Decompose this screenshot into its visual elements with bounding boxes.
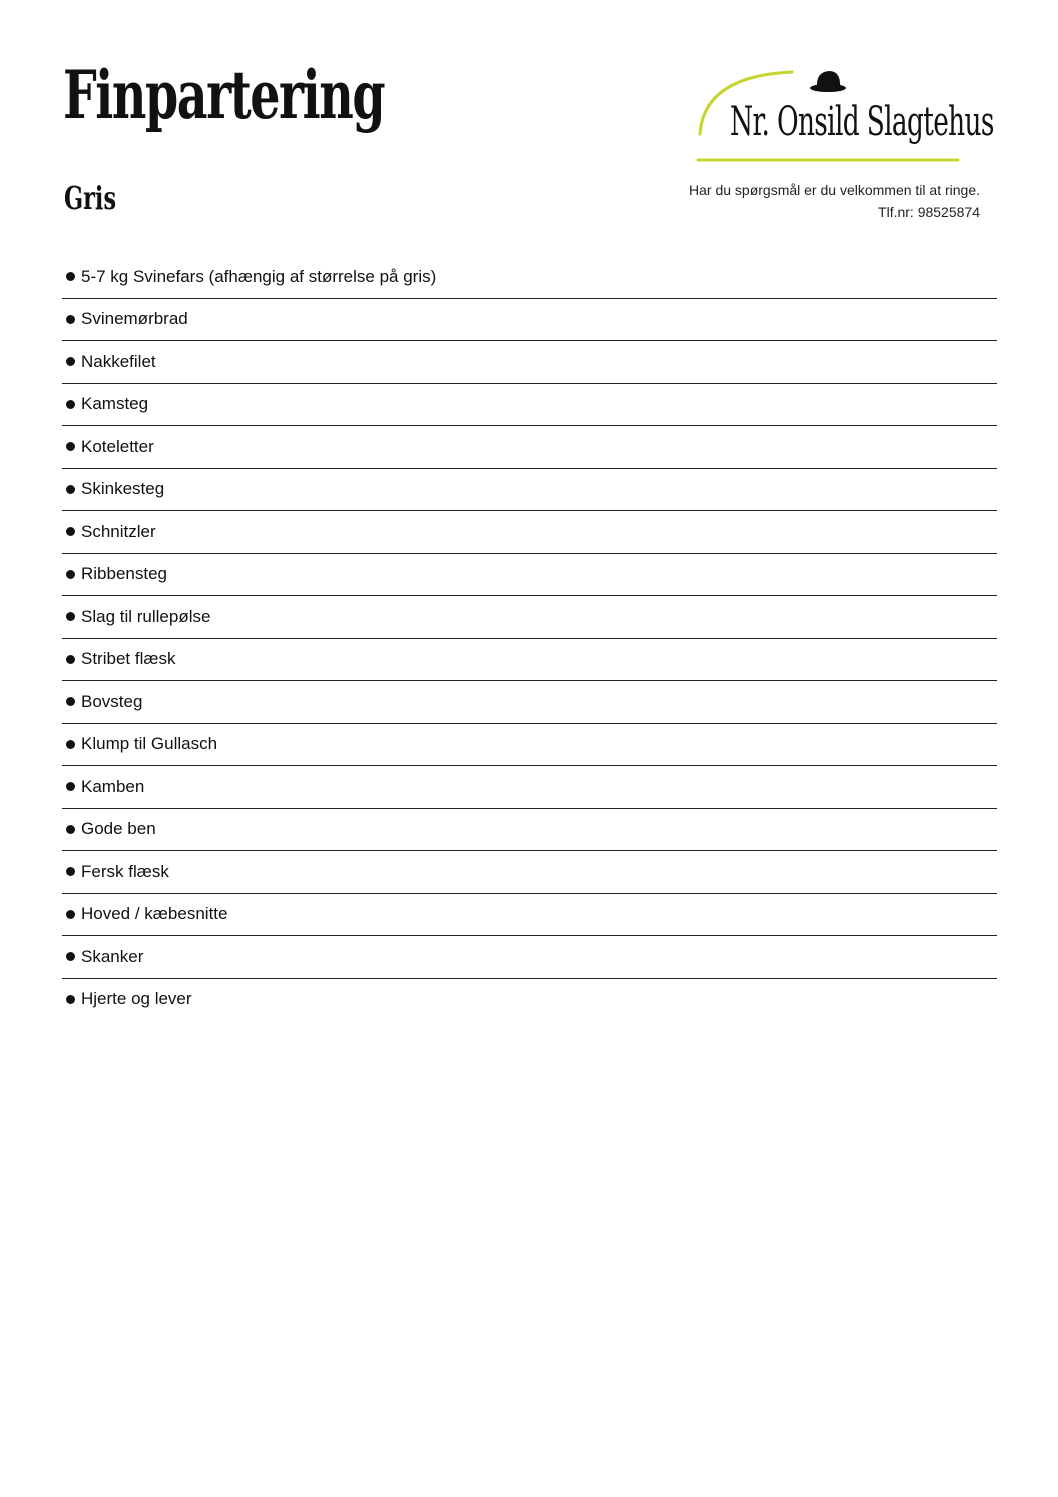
bullet-icon xyxy=(66,782,75,791)
list-item-label: Skinkesteg xyxy=(81,479,165,499)
list-item xyxy=(62,299,997,342)
bullet-icon xyxy=(66,442,75,451)
list-item-label: Nakkefilet xyxy=(81,351,156,371)
list-item-label: Koteletter xyxy=(81,436,154,456)
list-item xyxy=(62,511,997,554)
list-item xyxy=(62,681,997,724)
list-item xyxy=(62,809,997,852)
logo-name: Nr. Onsild Slagtehus xyxy=(730,99,994,145)
bullet-icon xyxy=(66,952,75,961)
bullet-icon xyxy=(66,315,75,324)
contact-phone: Tlf.nr: 98525874 xyxy=(878,204,980,220)
page-subtitle: Gris xyxy=(64,179,117,217)
list-item-label: Gode ben xyxy=(81,819,156,839)
list-item-label: Skanker xyxy=(81,946,144,966)
bowler-hat-icon xyxy=(810,71,846,92)
list-item xyxy=(62,894,997,937)
list-item xyxy=(62,384,997,427)
bullet-icon xyxy=(66,995,75,1004)
list-item-label: Kamben xyxy=(81,776,145,796)
list-item xyxy=(62,554,997,597)
list-item xyxy=(62,851,997,894)
page-title: Finpartering xyxy=(63,56,385,134)
list-item-label: Hoved / kæbesnitte xyxy=(81,904,228,924)
cut-list xyxy=(62,256,997,1020)
list-item-label: 5-7 kg Svinefars (afhængig af størrelse på gris) xyxy=(81,266,437,286)
company-logo xyxy=(692,66,992,166)
bullet-icon xyxy=(66,697,75,706)
list-item xyxy=(62,639,997,682)
list-item xyxy=(62,724,997,767)
list-item xyxy=(62,426,997,469)
list-item-label: Hjerte og lever xyxy=(81,989,192,1009)
bullet-icon xyxy=(66,655,75,664)
bullet-icon xyxy=(66,357,75,366)
list-item-label: Bovsteg xyxy=(81,691,143,711)
contact-info xyxy=(689,179,980,223)
bullet-icon xyxy=(66,910,75,919)
bullet-icon xyxy=(66,867,75,876)
list-item xyxy=(62,979,997,1021)
bullet-icon xyxy=(66,272,75,281)
list-item-label: Slag til rullepølse xyxy=(81,606,211,626)
bullet-icon xyxy=(66,485,75,494)
list-item-label: Svinemørbrad xyxy=(81,309,188,329)
bullet-icon xyxy=(66,527,75,536)
contact-text: Har du spørgsmål er du velkommen til at ringe. xyxy=(689,182,980,198)
list-item-label: Kamsteg xyxy=(81,394,149,414)
list-item-label: Schnitzler xyxy=(81,521,156,541)
list-item xyxy=(62,766,997,809)
bullet-icon xyxy=(66,825,75,834)
bullet-icon xyxy=(66,400,75,409)
bullet-icon xyxy=(66,740,75,749)
list-item-label: Ribbensteg xyxy=(81,564,168,584)
list-item xyxy=(62,596,997,639)
list-item-label: Stribet flæsk xyxy=(81,649,176,669)
list-item xyxy=(62,469,997,512)
list-item-label: Fersk flæsk xyxy=(81,861,169,881)
list-item-label: Klump til Gullasch xyxy=(81,734,218,754)
bullet-icon xyxy=(66,612,75,621)
list-item xyxy=(62,936,997,979)
bullet-icon xyxy=(66,570,75,579)
list-item xyxy=(62,341,997,384)
list-item xyxy=(62,256,997,299)
